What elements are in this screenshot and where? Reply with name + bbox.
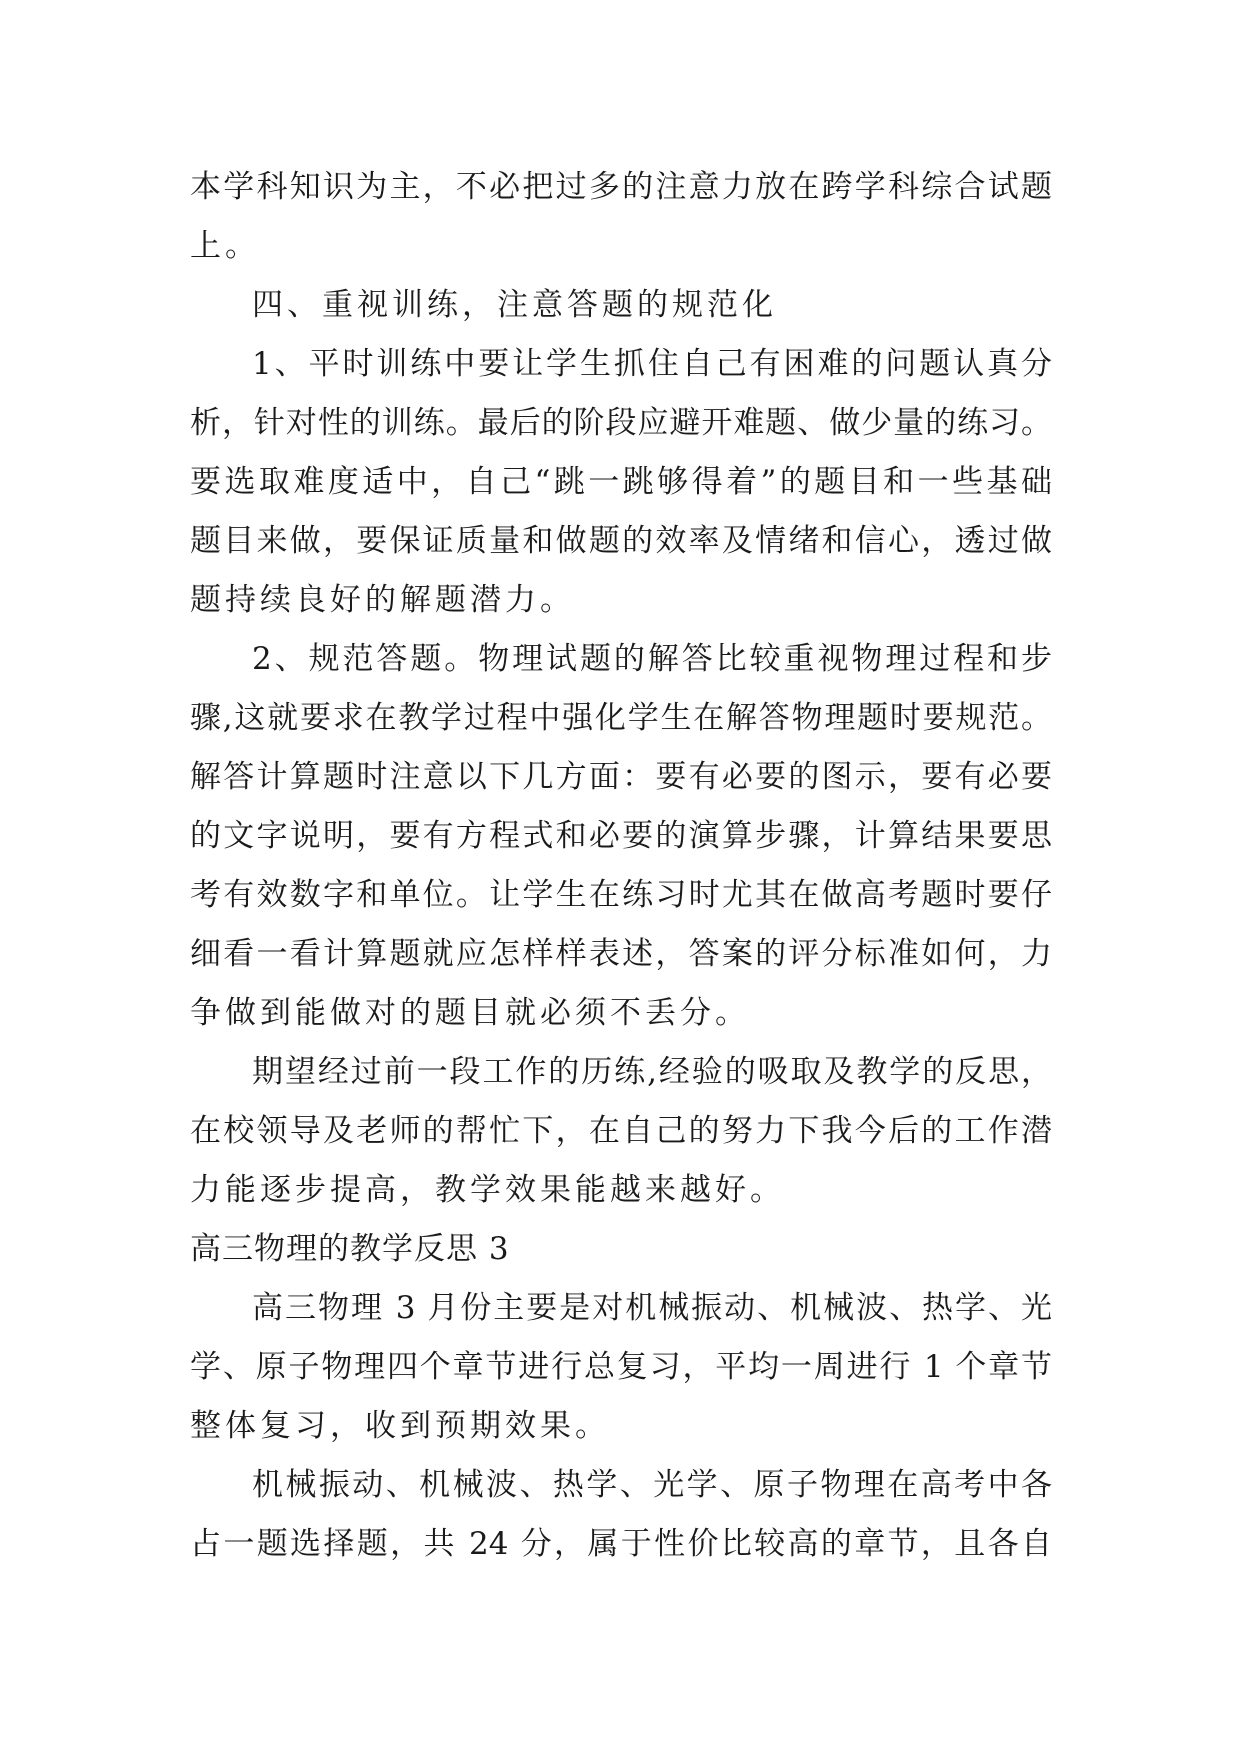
section-heading: 四、重视训练，注意答题的规范化: [252, 287, 777, 323]
text-line: 题持续良好的解题潜力。: [190, 582, 575, 618]
text-line: 2、规范答题。物理试题的解答比较重视物理过程和步: [252, 641, 1052, 677]
text-line: 整体复习，收到预期效果。: [190, 1408, 610, 1444]
text-line: 占一题选择题，共 24 分，属于性价比较高的章节，且各自: [190, 1526, 1052, 1562]
text-line: 析，针对性的训练。最后的阶段应避开难题、做少量的练习。: [190, 405, 1052, 441]
text-line: 1、平时训练中要让学生抓住自己有困难的问题认真分: [252, 346, 1052, 382]
text-line: 解答计算题时注意以下几方面：要有必要的图示，要有必要: [190, 759, 1052, 795]
text-line: 力能逐步提高，教学效果能越来越好。: [190, 1172, 785, 1208]
text-line: 要选取难度适中，自己“跳一跳够得着”的题目和一些基础: [190, 464, 1052, 500]
text-line: 题目来做，要保证质量和做题的效率及情绪和信心，透过做: [190, 523, 1052, 559]
text-line: 本学科知识为主，不必把过多的注意力放在跨学科综合试题: [190, 169, 1052, 205]
text-line: 高三物理 3 月份主要是对机械振动、机械波、热学、光: [252, 1290, 1052, 1326]
text-line: 机械振动、机械波、热学、光学、原子物理在高考中各: [252, 1467, 1052, 1503]
text-line: 的文字说明，要有方程式和必要的演算步骤，计算结果要思: [190, 818, 1052, 854]
text-line: 骤,这就要求在教学过程中强化学生在解答物理题时要规范。: [190, 700, 1052, 736]
text-line: 在校领导及老师的帮忙下，在自己的努力下我今后的工作潜: [190, 1113, 1052, 1149]
document-page: [190, 158, 1052, 1574]
text-line: 考有效数字和单位。让学生在练习时尤其在做高考题时要仔: [190, 877, 1052, 913]
text-line: 学、原子物理四个章节进行总复习，平均一周进行 1 个章节: [190, 1349, 1052, 1385]
text-line: 细看一看计算题就应怎样样表述，答案的评分标准如何，力: [190, 936, 1052, 972]
article-title: 高三物理的教学反思 3: [190, 1231, 510, 1267]
text-line: 争做到能做对的题目就必须不丢分。: [190, 995, 750, 1031]
text-line: 期望经过前一段工作的历练,经验的吸取及教学的反思，: [252, 1054, 1052, 1090]
text-line: 上。: [190, 228, 260, 264]
